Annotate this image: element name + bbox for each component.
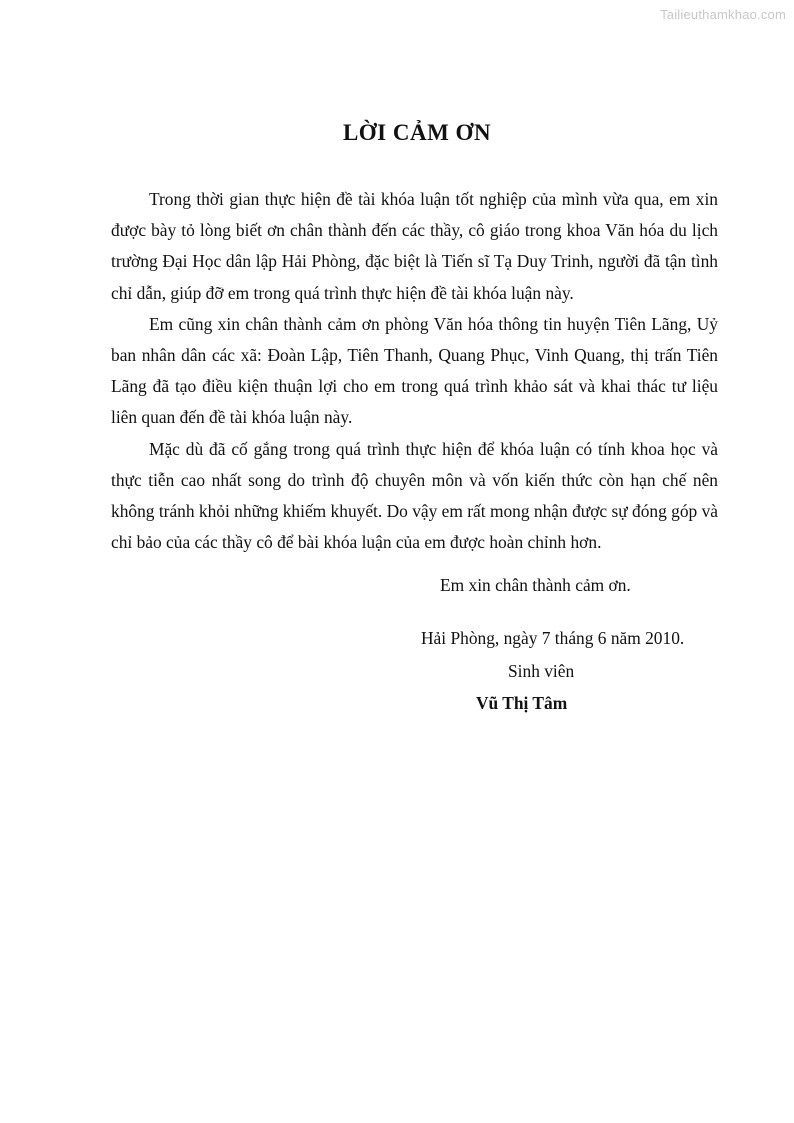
paragraph-1: Trong thời gian thực hiện đề tài khóa luận tốt nghiệp của mình vừa qua, em xin được bày tỏ lòng biết ơn chân thành đến các thầy, cô giáo trong khoa Văn hóa du lịch trường Đại Học dân lập Hải Phòng, đặc biệt là Tiến sĩ Tạ Duy Trinh, người đã tận tình chỉ dẫn, giúp đỡ em trong quá trình thực hiện đề tài khóa luận này. <box>111 189 718 303</box>
signature-date: Hải Phòng, ngày 7 tháng 6 năm 2010. <box>421 628 685 648</box>
signature-name: Vũ Thị Tâm <box>476 693 568 713</box>
watermark-text: Tailieuthamkhao.com <box>660 7 786 22</box>
paragraph-3: Mặc dù đã cố gắng trong quá trình thực hiện để khóa luận có tính khoa học và thực tiễn cao nhất song do trình độ chuyên môn và vốn kiến thức còn hạn chế nên không tránh khỏi những khiếm khuyết. Do vậy em rất mong nhận được sự đóng góp và chỉ bảo của các thầy cô để bài khóa luận của em được hoàn chỉnh hơn. <box>111 438 718 553</box>
paragraph-2: Em cũng xin chân thành cảm ơn phòng Văn hóa thông tin huyện Tiên Lãng, Uỷ ban nhân dân các xã: Đoàn Lập, Tiên Thanh, Quang Phục, Vinh Quang, thị trấn Tiên Lãng đã tạo điều kiện thuận lợi cho em trong quá trình khảo sát và khai thác tư liệu liên quan đến đề tài khóa luận này. <box>111 313 718 428</box>
signature-role: Sinh viên <box>508 661 575 681</box>
acknowledgement-body <box>111 184 718 558</box>
closing-line: Em xin chân thành cảm ơn. <box>440 575 631 595</box>
page-title: LỜI CẢM ƠN <box>342 120 492 145</box>
